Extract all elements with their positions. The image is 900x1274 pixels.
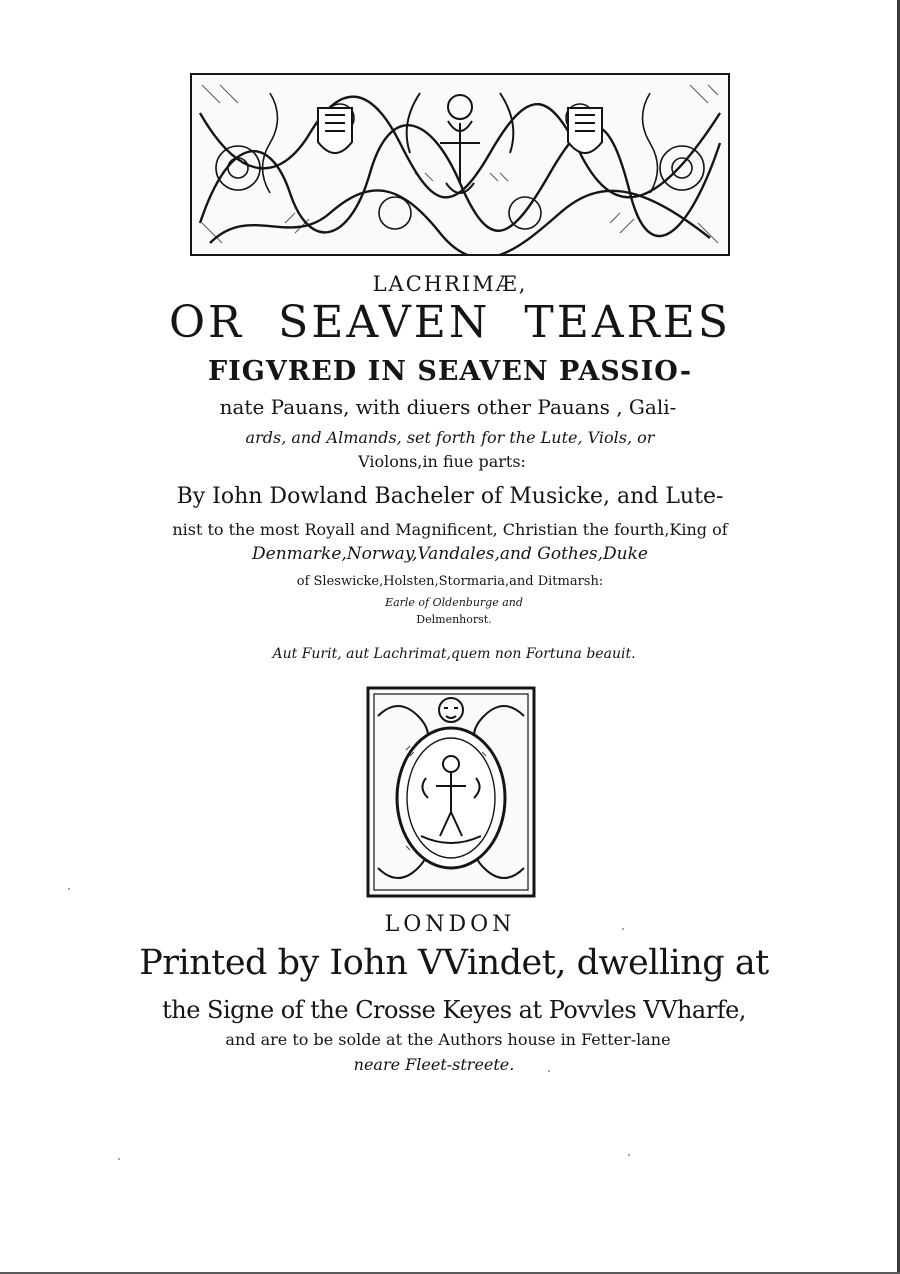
author-line-4: of Sleswicke,Holsten,Stormaria,and Ditmarsh: xyxy=(296,574,604,589)
subtitle-line-1: FIGVRED IN SEAVEN PASSIO- xyxy=(207,356,693,387)
imprint-line-1: Printed by Iohn VVindet, dwelling at xyxy=(139,943,769,983)
motto: Aut Furit, aut Lachrimat,quem non Fortuna beauit. xyxy=(272,646,636,662)
scan-speck xyxy=(548,1070,550,1072)
headpiece-ornament xyxy=(190,73,730,256)
subtitle-line-4: Violons,in fiue parts: xyxy=(358,452,526,471)
title-small: LACHRIMÆ, xyxy=(372,272,528,296)
scan-speck xyxy=(68,888,70,890)
scan-speck xyxy=(622,928,624,930)
imprint-line-3: and are to be solde at the Authors house in Fetter-lane xyxy=(225,1030,671,1049)
author-line-2: nist to the most Royall and Magnificent, Christian the fourth,King of xyxy=(172,520,728,539)
scan-speck xyxy=(118,1158,120,1160)
imprint-line-4: neare Fleet-streete. xyxy=(353,1055,515,1074)
author-line-5: Earle of Oldenburge and xyxy=(385,596,523,609)
author-line-3: Denmarke,Norway,Vandales,and Gothes,Duke xyxy=(252,544,648,564)
author-line-1: By Iohn Dowland Bacheler of Musicke, and Lute- xyxy=(176,484,724,509)
subtitle-line-2: nate Pauans, with diuers other Pauans , Gali- xyxy=(219,395,677,419)
author-line-6: Delmenhorst. xyxy=(416,613,492,626)
title-large: OR SEAVEN TEARES xyxy=(168,297,732,348)
subtitle-line-3: ards, and Almands, set forth for the Lute, Viols, or xyxy=(245,428,655,447)
printers-device xyxy=(366,686,536,898)
imprint-city: LONDON xyxy=(384,912,516,937)
scan-speck xyxy=(628,1154,630,1156)
imprint-line-2: the Signe of the Crosse Keyes at Povvles VVharfe, xyxy=(162,996,746,1024)
